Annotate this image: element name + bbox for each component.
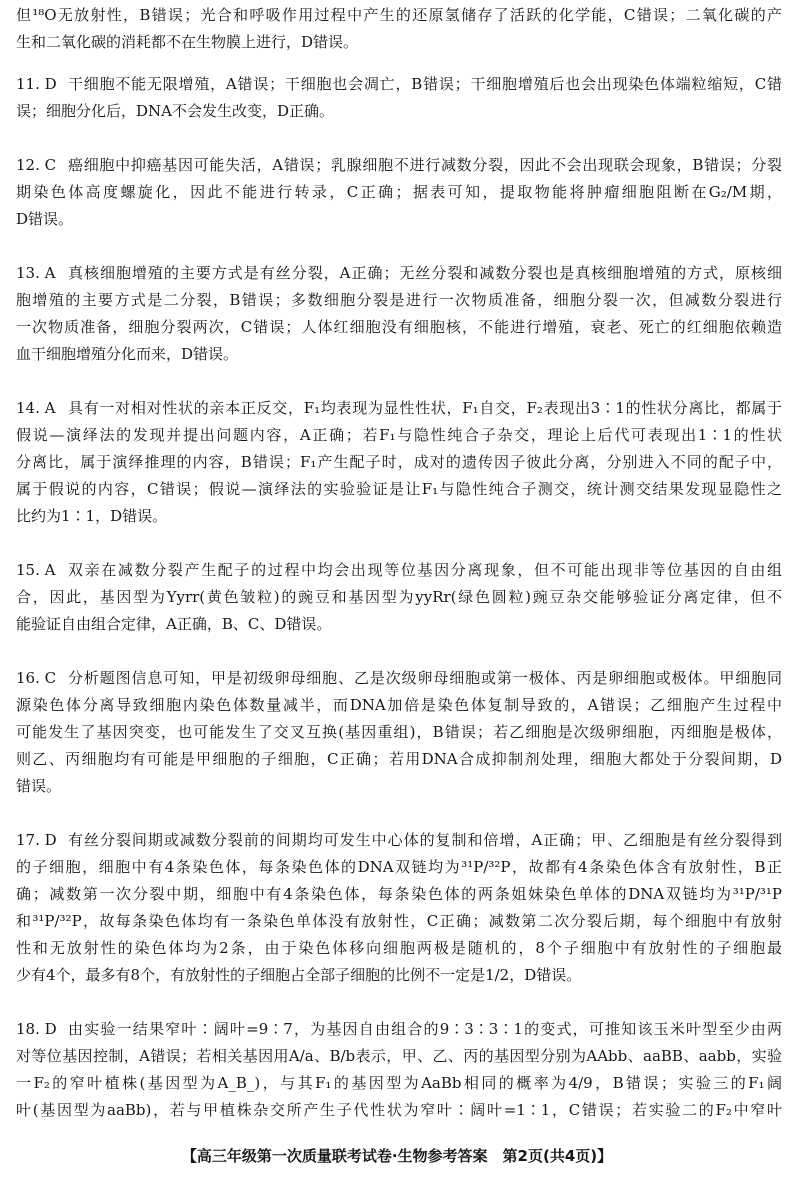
answer-item bbox=[16, 260, 782, 368]
text-line: 错误。 bbox=[16, 777, 62, 795]
text-line: 则乙、丙细胞均有可能是甲细胞的子细胞，C正确；若用DNA合成抑制剂处理，细胞大都处于分裂间期，D bbox=[16, 750, 782, 768]
text-line: 胞增殖的主要方式是二分裂，B错误；多数细胞分裂是进行一次物质准备，细胞分裂一次，但减数分裂进行 bbox=[16, 291, 782, 309]
text-line: 具有一对相对性状的亲本正反交，F₁均表现为显性性状，F₁自交，F₂表现出3∶1的性状分离比，都属于 bbox=[68, 399, 782, 417]
text-line: 能验证自由组合定律，A正确，B、C、D错误。 bbox=[16, 615, 332, 633]
text-line: 和³¹P/³²P，故每条染色体均有一条染色单体没有放射性，C正确；减数第二次分裂后期，每个细胞中有放射 bbox=[16, 912, 782, 930]
question-number: 13. A bbox=[16, 264, 56, 282]
text-line: 的子细胞，细胞中有4条染色体，每条染色体的DNA双链均为³¹P/³²P，故都有4条染色体含有放射性，B正 bbox=[16, 858, 782, 876]
text-line: D错误。 bbox=[16, 210, 74, 228]
text-line: 双亲在减数分裂产生配子的过程中均会出现等位基因分离现象，但不可能出现非等位基因的自由组 bbox=[68, 561, 782, 579]
text-line: 但¹⁸O无放射性，B错误；光合和呼吸作用过程中产生的还原氢储存了活跃的化学能，C错误；二氧化碳的产 bbox=[16, 6, 782, 24]
question-number: 12. C bbox=[16, 156, 57, 174]
answer-item bbox=[16, 71, 782, 125]
text-line: 由实验一结果窄叶∶阔叶=9∶7，为基因自由组合的9∶3∶3∶1的变式，可推知该玉米叶型至少由两 bbox=[68, 1020, 782, 1038]
answer-item bbox=[16, 1016, 782, 1124]
text-line: 可能发生了基因突变，也可能发生了交叉互换(基因重组)，B错误；若乙细胞是次级卵细胞，丙细胞是极体， bbox=[16, 723, 782, 741]
text-line: 确；减数第一次分裂中期，细胞中有4条染色体，每条染色体的两条姐妹染色单体的DNA双链均为³¹P/³¹P bbox=[16, 885, 782, 903]
text-line: 有丝分裂间期或减数分裂前的间期均可发生中心体的复制和倍增，A正确；甲、乙细胞是有丝分裂得到 bbox=[68, 831, 782, 849]
answer-item bbox=[16, 665, 782, 800]
question-number: 16. C bbox=[16, 669, 57, 687]
question-number: 18. D bbox=[16, 1020, 57, 1038]
text-line: 比约为1∶1，D错误。 bbox=[16, 507, 168, 525]
text-line: 源染色体分离导致细胞内染色体数量减半，而DNA加倍是染色体复制导致的，A错误；乙细胞产生过程中 bbox=[16, 696, 782, 714]
text-line: 一F₂的窄叶植株(基因型为A_B_)，与其F₁的基因型为AaBb相同的概率为4/9，B错误；实验三的F₁阔 bbox=[16, 1074, 782, 1092]
continuation-paragraph bbox=[16, 2, 782, 56]
text-line: 癌细胞中抑癌基因可能失活，A错误；乳腺细胞不进行减数分裂，因此不会出现联会现象，B错误；分裂 bbox=[68, 156, 782, 174]
question-number: 11. D bbox=[16, 75, 57, 93]
question-number: 14. A bbox=[16, 399, 56, 417]
text-line: 真核细胞增殖的主要方式是有丝分裂，A正确；无丝分裂和减数分裂也是真核细胞增殖的方式，原核细 bbox=[68, 264, 782, 282]
text-line: 性和无放射性的染色体均为2条，由于染色体移向细胞两极是随机的，8个子细胞中有放射性的子细胞最 bbox=[16, 939, 782, 957]
text-line: 属于假说的内容，C错误；假说—演绎法的实验验证是让F₁与隐性纯合子测交，统计测交结果发现显隐性之 bbox=[16, 480, 782, 498]
text-line: 血干细胞增殖分化而来，D错误。 bbox=[16, 345, 239, 363]
text-line: 分析题图信息可知，甲是初级卵母细胞、乙是次级卵母细胞或第一极体、丙是卵细胞或极体。甲细胞同 bbox=[68, 669, 782, 687]
text-line: 叶(基因型为aaBb)，若与甲植株杂交所产生子代性状为窄叶∶阔叶=1∶1，C错误；若实验二的F₂中窄叶 bbox=[16, 1101, 782, 1119]
answer-item bbox=[16, 395, 782, 530]
text-line: 一次物质准备，细胞分裂两次，C错误；人体红细胞没有细胞核，不能进行增殖，衰老、死亡的红细胞依赖造 bbox=[16, 318, 782, 336]
text-line: 期染色体高度螺旋化，因此不能进行转录，C正确；据表可知，提取物能将肿瘤细胞阻断在G₂/M期， bbox=[16, 183, 782, 201]
answer-item bbox=[16, 827, 782, 989]
text-line: 误；细胞分化后，DNA不会发生改变，D正确。 bbox=[16, 102, 335, 120]
text-line: 假说—演绎法的发现并提出问题内容，A正确；若F₁与隐性纯合子杂交，理论上后代可表现出1∶1的性状 bbox=[16, 426, 782, 444]
answer-item bbox=[16, 152, 782, 233]
text-line: 对等位基因控制，A错误；若相关基因用A/a、B/b表示，甲、乙、丙的基因型分别为AAbb、aaBB、aabb，实验 bbox=[16, 1047, 782, 1065]
text-line: 少有4个，最多有8个，有放射性的子细胞占全部子细胞的比例不一定是1/2，D错误。 bbox=[16, 966, 582, 984]
text-line: 分离比，属于演绎推理的内容，B错误；F₁产生配子时，成对的遗传因子彼此分离，分别进入不同的配子中， bbox=[16, 453, 782, 471]
question-number: 17. D bbox=[16, 831, 57, 849]
page-footer: 【高三年级第一次质量联考试卷·生物参考答案 第2页(共4页)】 bbox=[181, 1147, 613, 1165]
text-line: 干细胞不能无限增殖，A错误；干细胞也会凋亡，B错误；干细胞增殖后也会出现染色体端粒缩短，C错 bbox=[68, 75, 782, 93]
text-line: 合，因此，基因型为Yyrr(黄色皱粒)的豌豆和基因型为yyRr(绿色圆粒)豌豆杂交能够验证分离定律，但不 bbox=[16, 588, 782, 606]
answer-item bbox=[16, 557, 782, 638]
question-number: 15. A bbox=[16, 561, 56, 579]
text-line: 生和二氧化碳的消耗都不在生物膜上进行，D错误。 bbox=[16, 33, 359, 51]
